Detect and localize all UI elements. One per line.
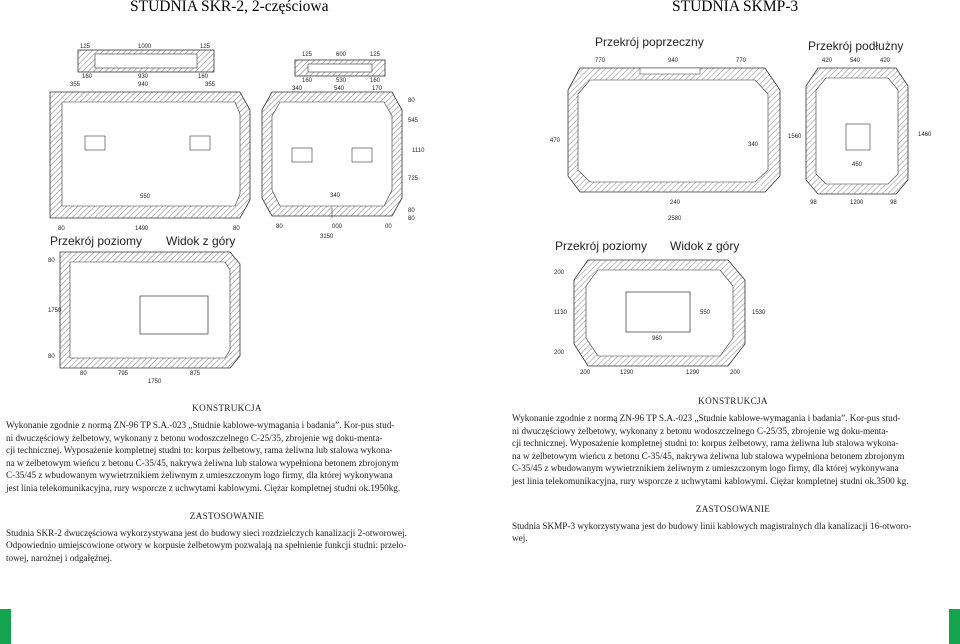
dim-label: 875 xyxy=(190,371,201,377)
left-accent-bar xyxy=(0,609,11,644)
dim-label: 125 xyxy=(80,44,91,50)
dim-label: 80 xyxy=(48,354,55,360)
top-view-label: Widok z góry xyxy=(670,239,740,253)
skr2-lid-detail xyxy=(292,52,385,92)
dim-label: 1110 xyxy=(412,148,425,154)
zastosowanie-line: Studnia SKR-2 dwuczęściowa wykorzystywana jest do budowy sieci rozdzielczych kanalizacji 2-otworowej. xyxy=(6,527,407,538)
dim-label: 00 xyxy=(385,224,392,230)
dim-label: 940 xyxy=(138,82,149,88)
skmp3-technical-drawing xyxy=(540,32,960,382)
konstrukcja-heading: KONSTRUKCJA xyxy=(698,396,768,406)
dim-label: 725 xyxy=(408,176,419,182)
dim-label: 550 xyxy=(700,310,711,316)
dim-label: 1750 xyxy=(148,379,162,385)
dim-label: 1530 xyxy=(752,310,766,316)
zastosowanie-heading: ZASTOSOWANIE xyxy=(695,503,771,514)
top-view-label: Widok z góry xyxy=(166,234,236,248)
zastosowanie-heading: ZASTOSOWANIE xyxy=(189,510,265,521)
dim-label: 160 xyxy=(370,78,381,84)
right-page-title: STUDNIA SKMP-3 xyxy=(672,0,799,15)
dim-label: 960 xyxy=(652,336,663,342)
dim-label: 200 xyxy=(554,350,565,356)
konstrukcja-line: na w żelbetowym wieńcu z betonu C-35/45, nakrywa żeliwna lub stalowa wypełniona betonem zbrojonym xyxy=(512,450,905,461)
longitudinal-section-label: Przekrój podłużny xyxy=(808,39,904,53)
dim-label: 200 xyxy=(580,370,591,376)
dim-label: 240 xyxy=(670,200,681,206)
plan-view-label: Przekrój poziomy xyxy=(555,239,648,253)
dim-label: 1130 xyxy=(554,310,567,316)
konstrukcja-line: jest linia telekomunikacyjna, rury wsporcze z uchwytami kablowymi. Ciężar kompletnej studni ok.1950kg. xyxy=(6,482,401,493)
dim-label: 1290 xyxy=(686,370,700,376)
dim-label: 340 xyxy=(330,193,341,199)
dim-label: 355 xyxy=(205,82,216,88)
zastosowanie-line: wej. xyxy=(512,533,528,544)
zastosowanie-line: Studnia SKMP-3 wykorzystywana jest do budowy linii kablowych magistralnych dla kanalizacji 16-otworo- xyxy=(512,520,912,531)
dim-label: 125 xyxy=(200,44,211,50)
right-accent-bar xyxy=(949,609,960,644)
konstrukcja-line: C-35/45 z wbudowanym wywietrznikiem żeliwnym z umieszczonym logo firmy, dla której wykonywana xyxy=(6,470,393,481)
dim-label: 2580 xyxy=(668,216,682,222)
dim-label: 98 xyxy=(890,200,897,206)
dim-label: 125 xyxy=(370,52,381,58)
konstrukcja-line: Wykonanie zgodnie z normą ZN-96 TP S.A.-023 „Studnie kablowe-wymagania i badania”. Kor-pus stud- xyxy=(512,413,901,423)
skmp3-plan-view xyxy=(554,260,766,376)
dim-label: 80 xyxy=(80,371,87,377)
konstrukcja-line: Wykonanie zgodnie z normą ZN-96 TP S.A.-023 „Studnie kablowe-wymagania i badania”. Kor-pus stud- xyxy=(6,420,395,430)
skmp3-cross-section xyxy=(550,58,802,222)
dim-label: 1200 xyxy=(850,200,864,206)
dim-label: 80 xyxy=(408,216,415,222)
dim-label: 200 xyxy=(730,370,741,376)
dim-label: 930 xyxy=(138,74,149,80)
skr2-technical-drawing xyxy=(40,40,425,385)
zastosowanie-line: Odpowiednio umiejscowione otwory w korpusie żelbetowym pozwalają na spełnienie funkcji studni: przelo- xyxy=(6,540,407,551)
dim-label: 80 xyxy=(408,98,415,104)
dim-label: 1000 xyxy=(138,44,152,50)
dim-label: 795 xyxy=(118,371,129,377)
dim-label: 540 xyxy=(334,86,345,92)
konstrukcja-line: cji technicznej. Wyposażenie kompletnej studni to: korpus żelbetowy, rama żeliwna lub stalowa wykona- xyxy=(6,445,393,456)
konstrukcja-line: ni dwuczęściowy żelbetowy, wykonany z betonu wodoszczelnego C-25/35, zbrojenie wg doku-menta- xyxy=(512,425,889,436)
dim-label: 355 xyxy=(70,82,81,88)
dim-label: 98 xyxy=(810,200,817,206)
dim-label: 80 xyxy=(233,226,240,232)
dim-label: 1490 xyxy=(135,226,149,232)
dim-label: 3150 xyxy=(320,234,334,240)
plan-view-label: Przekrój poziomy xyxy=(50,234,143,248)
dim-label: 80 xyxy=(58,226,65,232)
dim-label: 1750 xyxy=(48,308,62,314)
dim-label: 550 xyxy=(140,194,151,200)
dim-label: 420 xyxy=(880,58,891,64)
skr2-frame-detail xyxy=(70,44,216,88)
dim-label: 160 xyxy=(302,78,313,84)
konstrukcja-line: cji technicznej. Wyposażenie kompletnej studni to: korpus żelbetowy, rama żeliwna lub stalowa wykona- xyxy=(512,438,899,449)
dim-label: 540 xyxy=(850,58,861,64)
dim-label: 340 xyxy=(748,142,759,148)
dim-label: 450 xyxy=(852,162,863,168)
konstrukcja-line: C-35/45 z wbudowanym wywietrznikiem żeliwnym z umieszczonym logo firmy, dla której wykonywana xyxy=(512,463,899,474)
dim-label: 80 xyxy=(48,258,55,264)
dim-label: 200 xyxy=(554,270,565,276)
dim-label: 545 xyxy=(408,118,419,124)
skmp3-description xyxy=(512,396,954,545)
cross-section-label: Przekrój poprzeczny xyxy=(595,35,704,49)
dim-label: 80 xyxy=(276,224,283,230)
skr2-description xyxy=(6,403,448,564)
konstrukcja-heading: KONSTRUKCJA xyxy=(192,403,262,413)
dim-label: 170 xyxy=(372,86,383,92)
dim-label: 1560 xyxy=(788,134,802,140)
dim-label: 770 xyxy=(736,58,747,64)
skr2-cross-section-right xyxy=(262,92,425,240)
konstrukcja-line: ni dwuczęściowy żelbetowy, wykonany z betonu wodoszczelnego C-25/35, zbrojenie wg doku-menta- xyxy=(6,432,383,443)
dim-label: 160 xyxy=(82,74,93,80)
skmp3-longitudinal-section xyxy=(806,58,932,206)
dim-label: 000 xyxy=(332,224,343,230)
dim-label: 125 xyxy=(302,52,313,58)
dim-label: 940 xyxy=(668,58,679,64)
skr2-plan-view xyxy=(48,252,240,385)
dim-label: 80 xyxy=(408,208,415,214)
dim-label: 160 xyxy=(198,74,209,80)
dim-label: 1290 xyxy=(620,370,634,376)
left-page-title: STUDNIA SKR-2, 2-częściowa xyxy=(130,0,329,15)
dim-label: 770 xyxy=(595,58,606,64)
dim-label: 530 xyxy=(336,78,347,84)
konstrukcja-line: na w żelbetowym wieńcu z betonu C-35/45, nakrywa żeliwna lub stalowa wypełniona betonem zbrojonym xyxy=(6,457,399,468)
skr2-cross-section-left xyxy=(50,92,250,232)
dim-label: 340 xyxy=(292,86,303,92)
dim-label: 420 xyxy=(822,58,833,64)
dim-label: 600 xyxy=(336,52,347,58)
dim-label: 470 xyxy=(550,138,561,144)
konstrukcja-line: jest linia telekomunikacyjna, rury wsporcze z uchwytami kablowymi. Ciężar kompletnej studni ok.3500 kg. xyxy=(512,475,909,486)
dim-label: 1460 xyxy=(918,132,932,138)
zastosowanie-line: towej, narożnej i odgałęźnej. xyxy=(6,552,112,563)
